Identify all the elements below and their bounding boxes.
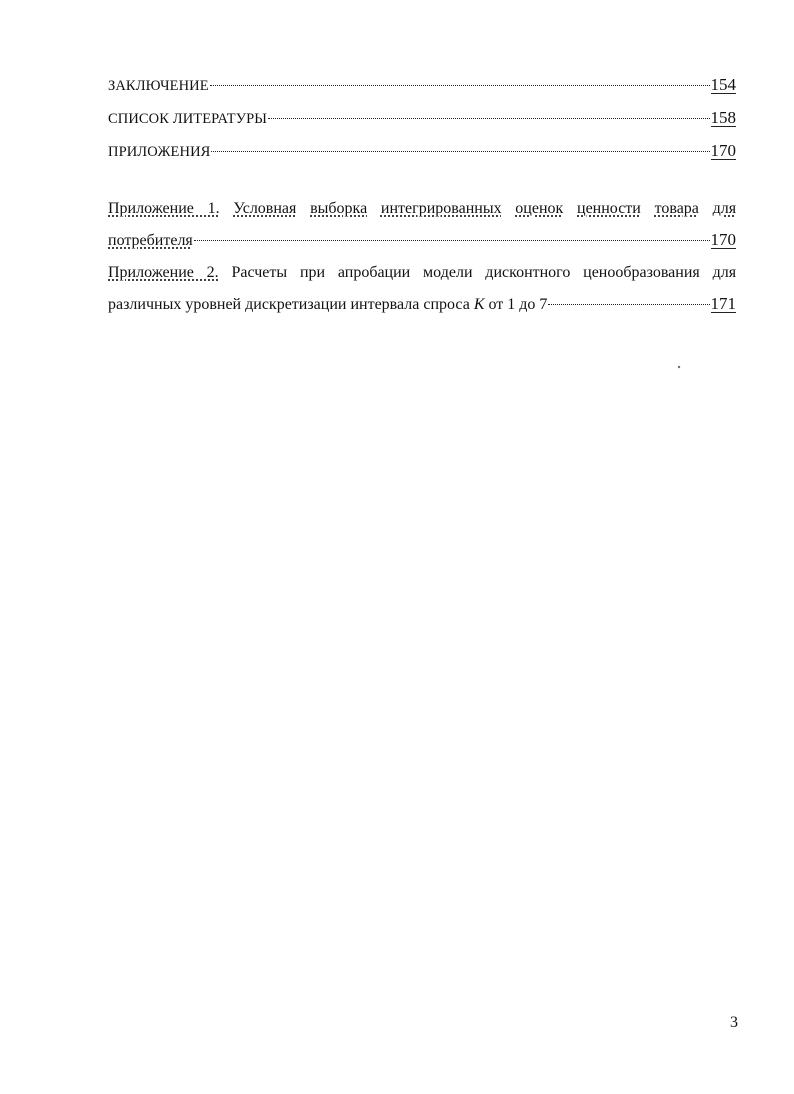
toc-entry-page: 158 (710, 108, 736, 127)
toc-entry-page: 170 (710, 141, 736, 160)
appendix-2-continuation: различных уровней дискретизации интервала спроса K от 1 до 7 (108, 296, 548, 313)
page-number: 3 (730, 1014, 738, 1031)
scan-speck (678, 366, 681, 369)
toc-entry-references[interactable] (108, 103, 736, 136)
toc-entry-title: ПРИЛОЖЕНИЯ (108, 144, 211, 160)
toc-entry-conclusion[interactable] (108, 70, 736, 103)
appendix-1-prefix: Приложение 1. (108, 200, 220, 217)
appendix-1-continuation: потребителя (108, 232, 193, 249)
dot-leader (211, 151, 709, 152)
toc-entry-title: ЗАКЛЮЧЕНИЕ (108, 78, 209, 94)
dot-leader (268, 118, 709, 119)
table-of-contents (108, 70, 736, 321)
variable-k: K (473, 296, 485, 313)
toc-entry-page: 171 (710, 294, 736, 313)
appendix-1-line-1: Приложение 1. Условная выборка интегрированных оценок ценности товара для (108, 200, 737, 217)
dot-leader (194, 240, 710, 241)
dot-leader (548, 304, 709, 305)
appendix-2-prefix: Приложение 2. (108, 264, 219, 281)
toc-entry-appendices[interactable] (108, 136, 736, 169)
appendix-2-line-1: Приложение 2. Расчеты при апробации модели дисконтного ценообразования для (108, 264, 737, 281)
appendix-1-line-2 (108, 225, 736, 257)
appendix-2-line-2 (108, 289, 736, 321)
toc-entry-appendix-1[interactable] (108, 193, 736, 257)
toc-entry-title: СПИСОК ЛИТЕРАТУРЫ (108, 111, 268, 127)
toc-entry-page: 170 (710, 230, 736, 249)
toc-entry-page: 154 (710, 75, 736, 94)
dot-leader (210, 85, 710, 86)
toc-entry-appendix-2[interactable] (108, 257, 736, 321)
